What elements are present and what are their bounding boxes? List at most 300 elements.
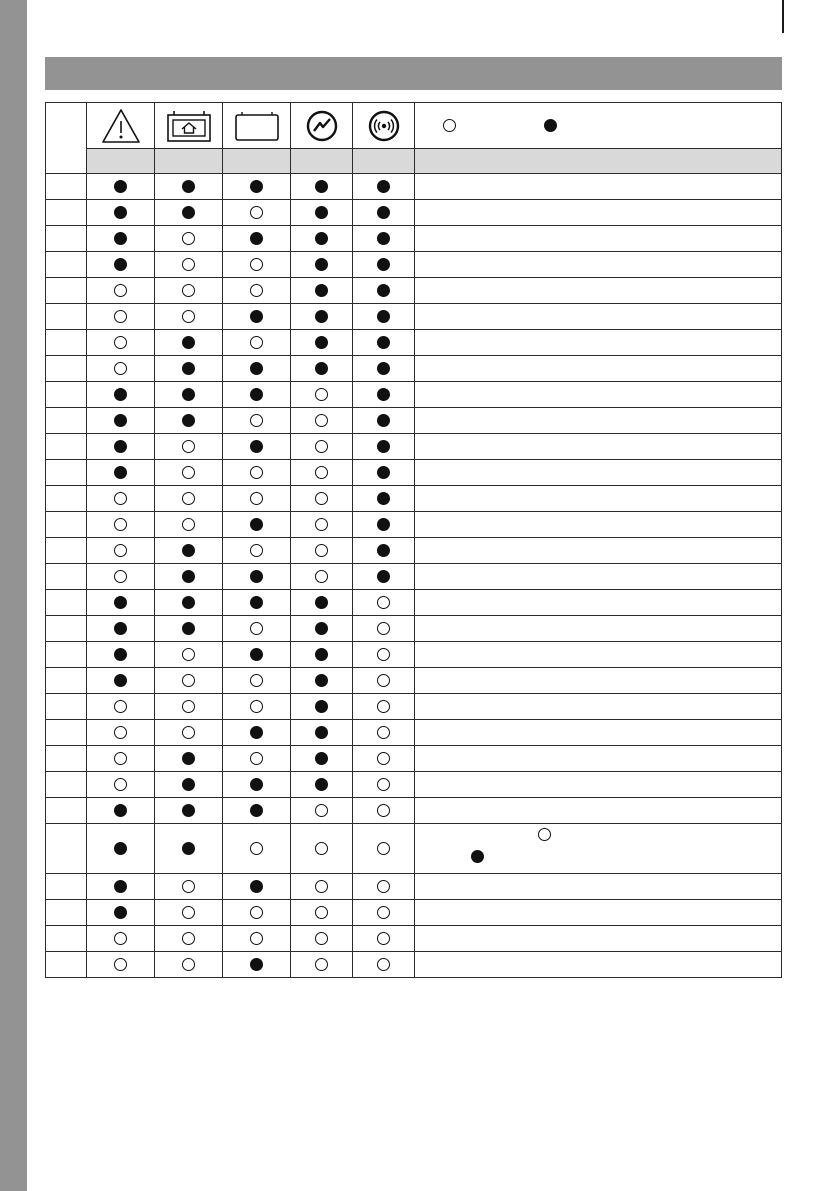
indicator-on-dot [114,414,127,427]
indicator-on-dot [315,232,328,245]
row-number-cell [46,200,87,226]
signal-column-header [353,103,415,149]
panel-status-cell [223,642,291,668]
warning-status-cell [87,874,155,900]
power-status-cell [291,694,353,720]
home-status-cell [155,538,223,564]
warning-status-cell [87,200,155,226]
status-row [46,668,782,694]
indicator-off-dot [377,880,390,893]
row-number-cell [46,408,87,434]
indicator-off-dot [114,570,127,583]
home-status-cell [155,174,223,200]
indicator-on-dot [377,362,390,375]
warning-status-cell [87,408,155,434]
indicator-off-dot [114,492,127,505]
indicator-on-dot [377,310,390,323]
indicator-on-dot [114,596,127,609]
home-status-cell [155,330,223,356]
power-status-cell [291,486,353,512]
panel-status-cell [223,824,291,874]
indicator-on-dot [377,284,390,297]
indicator-off-dot [114,284,127,297]
indicator-off-dot [315,544,328,557]
indicator-on-dot [315,336,328,349]
indicator-off-dot [114,700,127,713]
row-number-cell [46,694,87,720]
indicator-off-dot [377,674,390,687]
row-number-cell [46,434,87,460]
power-status-cell [291,226,353,252]
power-column-header [291,103,353,149]
warning-status-cell [87,952,155,978]
row-number-cell [46,486,87,512]
inline-on-symbol [471,850,484,863]
description-cell [415,434,782,460]
warning-status-cell [87,824,155,874]
indicator-off-dot [250,414,263,427]
indicator-off-dot [182,958,195,971]
panel-status-cell [223,746,291,772]
signal-status-cell [353,952,415,978]
description-cell [415,824,782,874]
indicator-off-dot [315,804,328,817]
row-number-cell [46,798,87,824]
indicator-off-dot [377,958,390,971]
row-number-cell [46,668,87,694]
warning-status-cell [87,512,155,538]
home-status-cell [155,408,223,434]
description-cell [415,174,782,200]
indicator-on-dot [114,232,127,245]
description-cell [415,694,782,720]
indicator-on-dot [250,518,263,531]
row-number-header [46,103,87,149]
panel-status-cell [223,798,291,824]
status-row [46,408,782,434]
indicator-on-dot [182,180,195,193]
description-cell [415,538,782,564]
warning-status-cell [87,356,155,382]
indicator-off-dot [182,726,195,739]
indicator-on-dot [250,778,263,791]
blank-panel-icon [234,110,280,142]
power-status-cell [291,564,353,590]
signal-status-cell [353,668,415,694]
signal-status-cell [353,642,415,668]
indicator-off-dot [250,932,263,945]
status-row [46,486,782,512]
warning-status-cell [87,174,155,200]
description-cell [415,356,782,382]
indicator-on-dot [315,700,328,713]
power-status-cell [291,460,353,486]
home-status-cell [155,874,223,900]
panel-status-cell [223,486,291,512]
indicator-on-dot [182,388,195,401]
indicator-on-dot [182,206,195,219]
warning-status-cell [87,616,155,642]
home-status-cell [155,382,223,408]
indicator-off-dot [250,336,263,349]
signal-status-cell [353,772,415,798]
signal-status-cell [353,434,415,460]
signal-status-cell [353,382,415,408]
indicator-on-dot [182,336,195,349]
home-status-cell [155,512,223,538]
indicator-off-dot [315,518,328,531]
home-status-cell [155,564,223,590]
indicator-off-dot [182,648,195,661]
row-number-cell [46,356,87,382]
status-row [46,772,782,798]
power-status-cell [291,278,353,304]
indicator-on-dot [315,726,328,739]
indicator-on-dot [250,388,263,401]
side-tab [0,0,27,1191]
indicator-on-dot [182,804,195,817]
indicator-on-dot [182,842,195,855]
indicator-off-dot [250,700,263,713]
signal-status-cell [353,486,415,512]
warning-status-cell [87,772,155,798]
row-number-cell [46,642,87,668]
signal-status-cell [353,720,415,746]
warning-status-cell [87,538,155,564]
warning-status-cell [87,278,155,304]
description-cell [415,798,782,824]
indicator-off-dot [315,906,328,919]
indicator-off-dot [182,492,195,505]
row-number-cell [46,382,87,408]
indicator-on-dot [377,336,390,349]
panel-status-cell [223,694,291,720]
indicator-off-dot [182,440,195,453]
row-number-cell [46,926,87,952]
panel-status-cell [223,382,291,408]
indicator-off-dot [377,752,390,765]
status-row [46,356,782,382]
power-status-cell [291,668,353,694]
legend-off-symbol [443,119,456,132]
home-panel-icon [166,109,212,143]
description-cell [415,330,782,356]
panel-status-cell [223,408,291,434]
home-column-header [155,103,223,149]
signal-status-cell [353,460,415,486]
indicator-on-dot [315,752,328,765]
power-status-cell [291,642,353,668]
power-status-cell [291,952,353,978]
indicator-on-dot [114,804,127,817]
indicator-off-dot [114,310,127,323]
status-row [46,824,782,874]
status-row [46,798,782,824]
indicator-on-dot [114,880,127,893]
indicator-off-dot [250,544,263,557]
status-row [46,616,782,642]
indicator-off-dot [377,700,390,713]
panel-status-cell [223,304,291,330]
indicator-off-dot [182,232,195,245]
power-status-cell [291,252,353,278]
indicator-on-dot [114,388,127,401]
row-number-cell [46,538,87,564]
indicator-off-dot [250,622,263,635]
power-status-cell [291,926,353,952]
indicator-on-dot [182,362,195,375]
description-cell [415,486,782,512]
panel-status-cell [223,538,291,564]
indicator-on-dot [315,180,328,193]
description-cell [415,278,782,304]
inline-off-symbol [538,828,551,841]
power-status-cell [291,900,353,926]
home-status-cell [155,200,223,226]
power-status-cell [291,356,353,382]
indicator-on-dot [377,258,390,271]
indicator-on-dot [315,778,328,791]
description-cell [415,226,782,252]
description-cell [415,720,782,746]
row-number-cell [46,252,87,278]
indicator-on-dot [250,596,263,609]
indicator-off-dot [250,906,263,919]
panel-status-cell [223,460,291,486]
signal-status-cell [353,564,415,590]
subheader-cell [353,149,415,174]
status-row [46,460,782,486]
status-row [46,304,782,330]
warning-column-header [87,103,155,149]
signal-status-cell [353,200,415,226]
description-cell [415,616,782,642]
description-cell [415,900,782,926]
warning-status-cell [87,926,155,952]
indicator-off-dot [315,492,328,505]
indicator-on-dot [377,544,390,557]
description-cell [415,642,782,668]
indicator-off-dot [182,466,195,479]
signal-status-cell [353,694,415,720]
power-status-cell [291,590,353,616]
wireless-signal-icon [367,109,401,143]
home-status-cell [155,900,223,926]
warning-status-cell [87,252,155,278]
power-status-cell [291,382,353,408]
signal-status-cell [353,356,415,382]
power-status-cell [291,824,353,874]
panel-status-cell [223,616,291,642]
home-status-cell [155,694,223,720]
home-status-cell [155,746,223,772]
status-row [46,200,782,226]
warning-status-cell [87,564,155,590]
description-cell [415,926,782,952]
indicator-on-dot [182,622,195,635]
indicator-on-dot [250,232,263,245]
indicator-status-table [45,102,782,978]
signal-status-cell [353,798,415,824]
indicator-on-dot [377,388,390,401]
status-row [46,900,782,926]
description-cell [415,874,782,900]
panel-status-cell [223,512,291,538]
row-number-cell [46,226,87,252]
signal-status-cell [353,174,415,200]
description-cell [415,772,782,798]
indicator-off-dot [114,518,127,531]
description-cell [415,590,782,616]
legend-cell [415,103,782,149]
status-row [46,330,782,356]
indicator-on-dot [114,622,127,635]
home-status-cell [155,824,223,874]
indicator-off-dot [315,388,328,401]
status-row [46,590,782,616]
subheader-row [46,149,782,174]
indicator-off-dot [114,544,127,557]
home-status-cell [155,772,223,798]
power-status-cell [291,408,353,434]
home-status-cell [155,434,223,460]
indicator-on-dot [250,570,263,583]
description-cell [415,252,782,278]
indicator-off-dot [377,842,390,855]
indicator-on-dot [315,310,328,323]
indicator-on-dot [114,674,127,687]
warning-status-cell [87,668,155,694]
indicator-off-dot [182,932,195,945]
subheader-cell [223,149,291,174]
row-number-cell [46,720,87,746]
description-cell [415,408,782,434]
home-status-cell [155,668,223,694]
panel-status-cell [223,590,291,616]
warning-status-cell [87,434,155,460]
home-status-cell [155,278,223,304]
signal-status-cell [353,746,415,772]
indicator-on-dot [182,752,195,765]
row-number-cell [46,746,87,772]
indicator-off-dot [182,310,195,323]
power-status-cell [291,772,353,798]
indicator-on-dot [377,440,390,453]
panel-status-cell [223,226,291,252]
status-row [46,174,782,200]
indicator-on-dot [250,958,263,971]
indicator-off-dot [377,648,390,661]
row-number-cell [46,616,87,642]
row-number-cell [46,278,87,304]
home-status-cell [155,460,223,486]
power-status-cell [291,330,353,356]
indicator-on-dot [315,648,328,661]
signal-status-cell [353,900,415,926]
signal-status-cell [353,538,415,564]
indicator-on-dot [250,362,263,375]
signal-status-cell [353,226,415,252]
subheader-cell [291,149,353,174]
indicator-off-dot [182,258,195,271]
indicator-off-dot [182,880,195,893]
home-status-cell [155,926,223,952]
home-status-cell [155,720,223,746]
indicator-on-dot [182,570,195,583]
indicator-off-dot [377,932,390,945]
panel-status-cell [223,330,291,356]
indicator-on-dot [315,362,328,375]
subheader-cell [415,149,782,174]
power-status-cell [291,434,353,460]
status-row [46,382,782,408]
indicator-on-dot [182,596,195,609]
signal-status-cell [353,304,415,330]
legend-on-symbol [544,119,557,132]
power-status-cell [291,616,353,642]
row-number-cell [46,772,87,798]
indicator-off-dot [182,674,195,687]
panel-status-cell [223,252,291,278]
warning-status-cell [87,330,155,356]
signal-status-cell [353,616,415,642]
home-status-cell [155,616,223,642]
power-status-cell [291,512,353,538]
indicator-on-dot [377,570,390,583]
status-row [46,278,782,304]
status-row [46,512,782,538]
panel-status-cell [223,900,291,926]
warning-status-cell [87,486,155,512]
panel-status-cell [223,434,291,460]
indicator-on-dot [114,206,127,219]
warning-triangle-icon [100,107,142,145]
indicator-off-dot [250,752,263,765]
indicator-off-dot [377,804,390,817]
warning-status-cell [87,590,155,616]
trim-mark [782,0,784,33]
home-status-cell [155,642,223,668]
indicator-off-dot [114,726,127,739]
warning-status-cell [87,720,155,746]
indicator-on-dot [182,544,195,557]
indicator-on-dot [377,180,390,193]
power-slash-icon [305,109,339,143]
indicator-off-dot [315,958,328,971]
indicator-on-dot [114,440,127,453]
indicator-on-dot [182,414,195,427]
row-number-cell [46,874,87,900]
indicator-on-dot [250,310,263,323]
panel-status-cell [223,926,291,952]
home-status-cell [155,252,223,278]
indicator-off-dot [250,674,263,687]
description-cell [415,746,782,772]
indicator-on-dot [315,284,328,297]
signal-status-cell [353,408,415,434]
indicator-off-dot [377,596,390,609]
row-number-cell [46,590,87,616]
warning-status-cell [87,642,155,668]
power-status-cell [291,538,353,564]
status-row [46,642,782,668]
signal-status-cell [353,926,415,952]
signal-status-cell [353,874,415,900]
indicator-off-dot [315,440,328,453]
description-cell [415,512,782,538]
indicator-off-dot [377,778,390,791]
indicator-on-dot [377,414,390,427]
